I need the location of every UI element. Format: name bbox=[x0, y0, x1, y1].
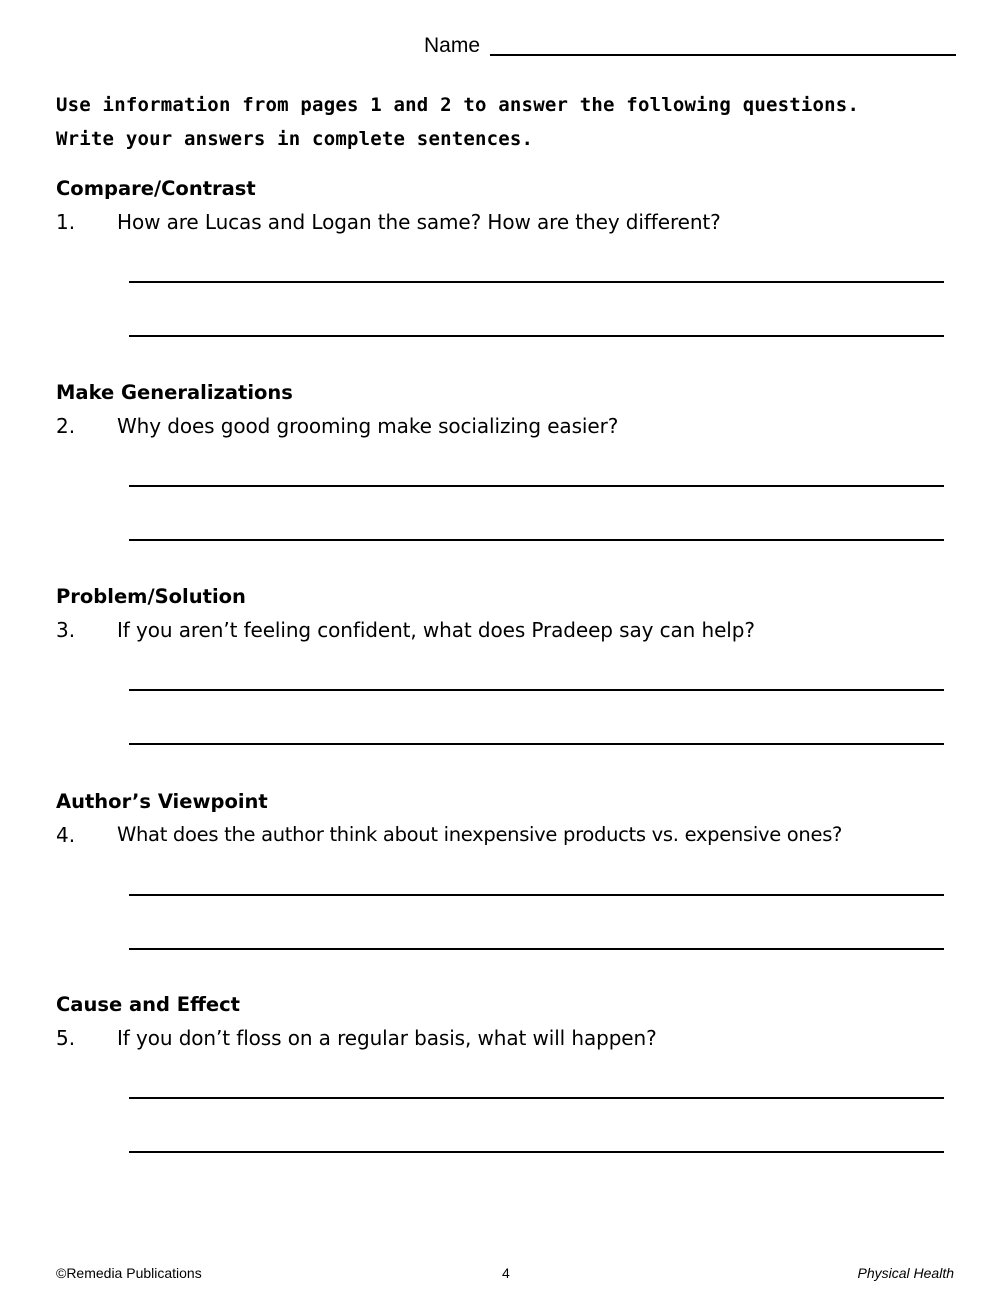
name-field-row bbox=[424, 28, 956, 58]
answer-line-1[interactable] bbox=[129, 485, 944, 487]
section-heading: Problem/Solution bbox=[56, 585, 246, 608]
question bbox=[56, 206, 956, 238]
question-section-1 bbox=[56, 176, 956, 346]
section-heading: Cause and Effect bbox=[56, 993, 240, 1016]
question-number: 2. bbox=[56, 414, 76, 438]
question-text: What does the author think about inexpensive products vs. expensive ones? bbox=[117, 823, 843, 846]
answer-line-2[interactable] bbox=[129, 335, 944, 337]
question-text: If you don’t floss on a regular basis, what will happen? bbox=[117, 1026, 657, 1050]
answer-line-1[interactable] bbox=[129, 689, 944, 691]
answer-line-2[interactable] bbox=[129, 539, 944, 541]
question-text: If you aren’t feeling confident, what does Pradeep say can help? bbox=[117, 618, 755, 642]
name-label: Name bbox=[424, 34, 481, 57]
page-footer bbox=[56, 1262, 956, 1284]
page-number: 4 bbox=[502, 1265, 510, 1281]
answer-line-1[interactable] bbox=[129, 1097, 944, 1099]
section-heading: Author’s Viewpoint bbox=[56, 790, 268, 813]
question-text: Why does good grooming make socializing easier? bbox=[117, 414, 619, 438]
answer-line-2[interactable] bbox=[129, 948, 944, 950]
question-section-4 bbox=[56, 789, 956, 959]
question-section-2 bbox=[56, 380, 956, 550]
answer-line-1[interactable] bbox=[129, 281, 944, 283]
instructions bbox=[56, 88, 956, 156]
question-number: 3. bbox=[56, 618, 76, 642]
instructions-line-1: Use information from pages 1 and 2 to answer the following questions. bbox=[56, 94, 860, 116]
question-text: How are Lucas and Logan the same? How are they different? bbox=[117, 210, 721, 234]
question-number: 4. bbox=[56, 823, 76, 847]
name-answer-line[interactable] bbox=[490, 32, 956, 56]
question-section-5 bbox=[56, 992, 956, 1162]
question-number: 1. bbox=[56, 210, 76, 234]
answer-line-1[interactable] bbox=[129, 894, 944, 896]
answer-line-2[interactable] bbox=[129, 743, 944, 745]
question bbox=[56, 614, 956, 646]
section-heading: Make Generalizations bbox=[56, 381, 293, 404]
book-title: Physical Health bbox=[857, 1265, 954, 1281]
question bbox=[56, 410, 956, 442]
instructions-line-2: Write your answers in complete sentences. bbox=[56, 128, 534, 150]
question-number: 5. bbox=[56, 1026, 76, 1050]
question-section-3 bbox=[56, 584, 956, 754]
question bbox=[56, 819, 956, 851]
answer-line-2[interactable] bbox=[129, 1151, 944, 1153]
section-heading: Compare/Contrast bbox=[56, 177, 256, 200]
question bbox=[56, 1022, 956, 1054]
publisher-credit: ©Remedia Publications bbox=[56, 1265, 202, 1281]
